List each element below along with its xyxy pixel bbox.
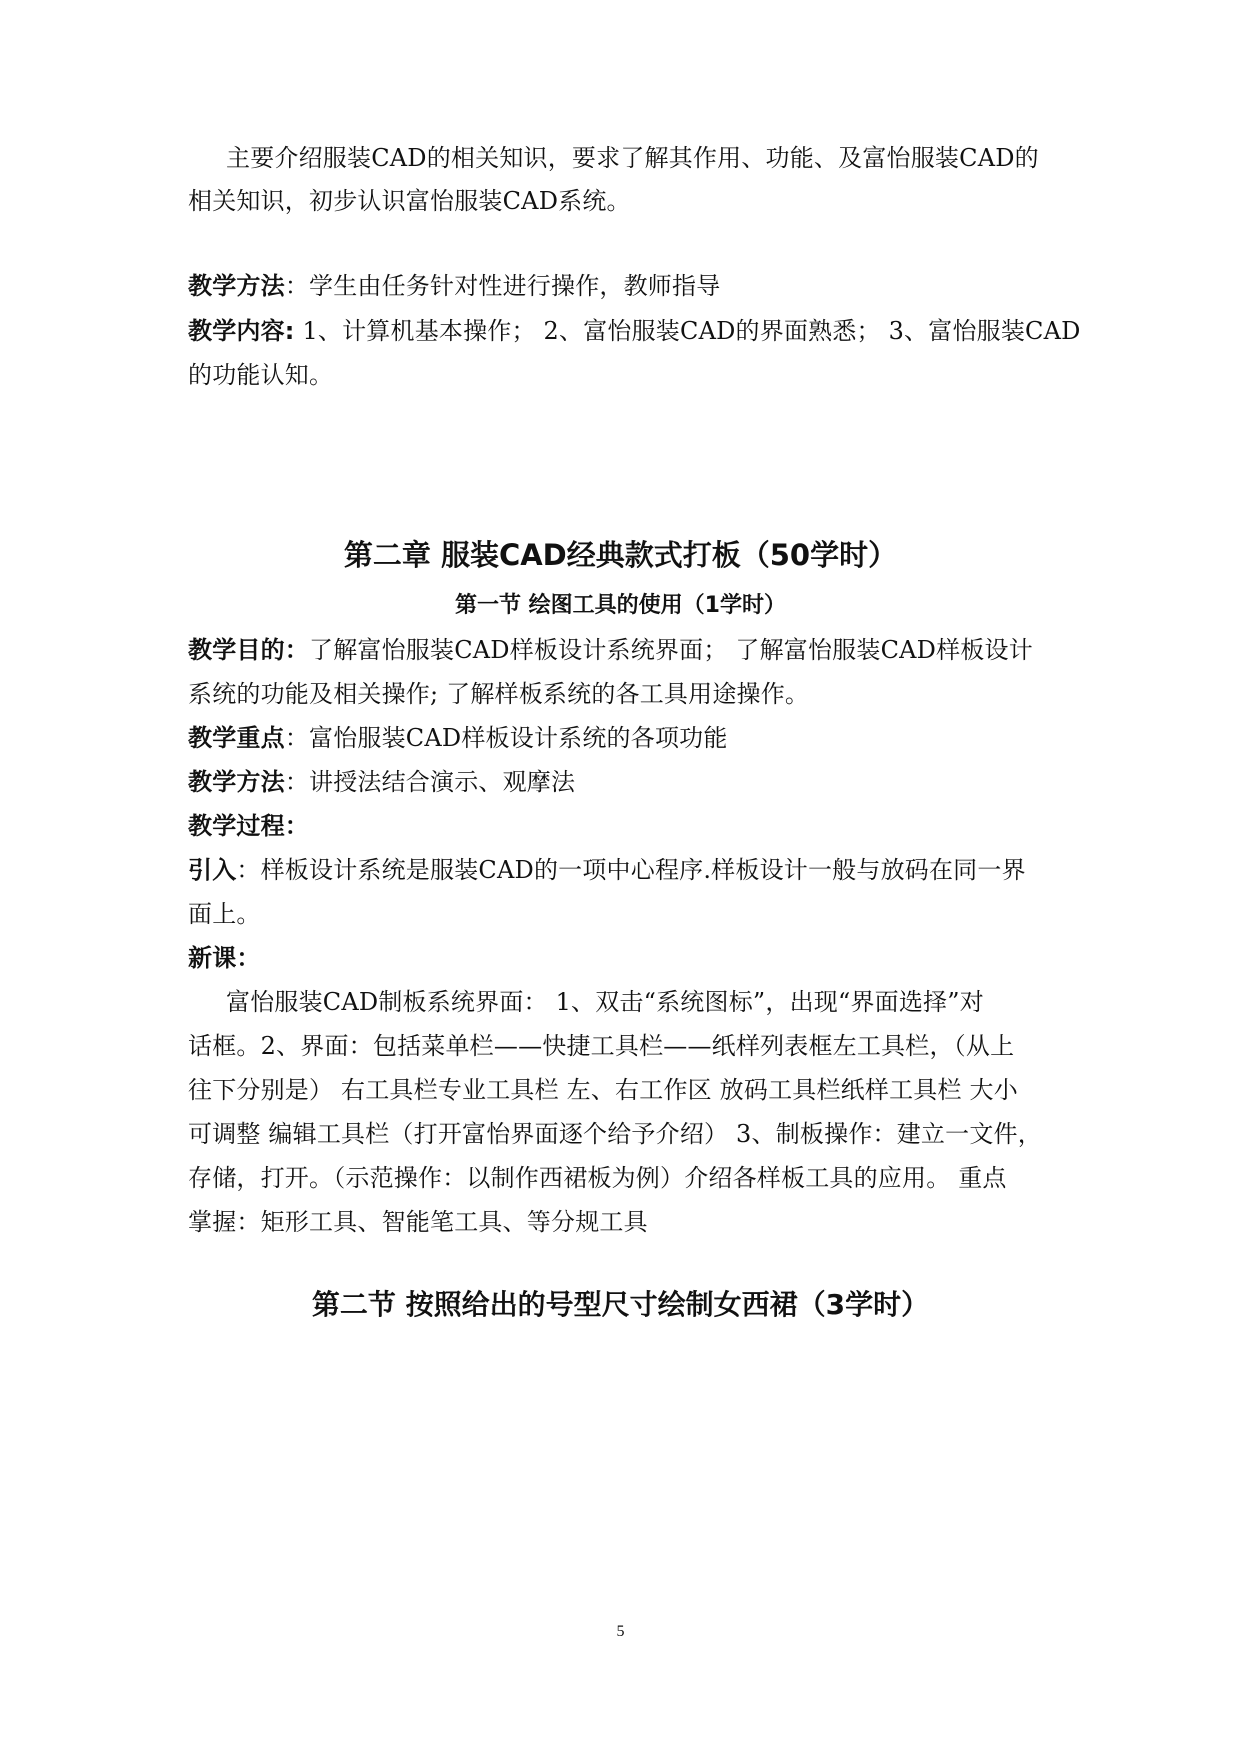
section1-focus-label: 教学重点 <box>188 724 285 752</box>
section1-lead-text: ：样板设计系统是服装CAD的一项中心程序.样板设计一般与放码在同一界 <box>236 856 1026 884</box>
body-line-2: 话框。2、界面：包括菜单栏——快捷工具栏——纸样列表框左工具栏，（从上 <box>188 1032 1015 1060</box>
section1-process <box>188 808 1058 844</box>
section1-focus-text: ：富怡服装CAD样板设计系统的各项功能 <box>284 724 728 752</box>
section-1-title: 第一节 绘图工具的使用（1学时） <box>455 593 786 618</box>
body-line-4: 可调整 编辑工具栏（打开富怡界面逐个给予介绍） 3、制板操作：建立一文件， <box>188 1120 1042 1148</box>
section1-goal-text: 了解富怡服装CAD样板设计系统界面； 了解富怡服装CAD样板设计 <box>309 636 1033 664</box>
body-line-6: 掌握：矩形工具、智能笔工具、等分规工具 <box>188 1208 648 1236</box>
page-number: 5 <box>616 1623 625 1640</box>
body-line-1: 富怡服装CAD制板系统界面： 1、双击“系统图标”，出现“界面选择”对 <box>226 988 984 1016</box>
chapter-title: 第二章 服装CAD经典款式打板（50学时） <box>343 538 898 572</box>
section1-goal-label: 教学目的： <box>188 636 309 664</box>
section1-goal-line-2: 系统的功能及相关操作; 了解样板系统的各工具用途操作。 <box>188 680 810 708</box>
chapter1-content-label: 教学内容: <box>188 317 295 345</box>
body-line-3: 往下分别是） 右工具栏专业工具栏 左、右工作区 放码工具栏纸样工具栏 大小 <box>188 1076 1018 1104</box>
chapter1-content-text: 1、计算机基本操作； 2、富怡服装CAD的界面熟悉； 3、富怡服装CAD <box>294 317 1081 345</box>
section1-goal <box>188 632 1058 668</box>
chapter1-content <box>188 313 1081 349</box>
chapter1-method-text: ：学生由任务针对性进行操作，教师指导 <box>284 272 721 300</box>
section1-new-lesson <box>188 940 1058 976</box>
intro-line-2: 相关知识，初步认识富怡服装CAD系统。 <box>188 187 631 215</box>
section1-lead <box>188 852 1058 888</box>
section1-lead-label: 引入 <box>188 856 237 884</box>
chapter1-content-line-2: 的功能认知。 <box>188 361 334 389</box>
section1-method-text: ：讲授法结合演示、观摩法 <box>284 768 576 796</box>
chapter1-method-label: 教学方法 <box>188 272 285 300</box>
section1-process-label: 教学过程： <box>188 812 309 840</box>
section1-focus <box>188 720 1058 756</box>
chapter1-method <box>188 268 1058 304</box>
section1-method-label: 教学方法 <box>188 768 285 796</box>
section-2-title: 第二节 按照给出的号型尺寸绘制女西裙（3学时） <box>311 1288 930 1321</box>
section1-method <box>188 764 1058 800</box>
section1-lead-line-2: 面上。 <box>188 900 261 928</box>
section1-new-lesson-label: 新课： <box>188 944 261 972</box>
intro-line-1: 主要介绍服装CAD的相关知识，要求了解其作用、功能、及富怡服装CAD的 <box>226 144 1039 172</box>
body-line-5: 存储，打开。（示范操作：以制作西裙板为例）介绍各样板工具的应用。 重点 <box>188 1164 1007 1192</box>
